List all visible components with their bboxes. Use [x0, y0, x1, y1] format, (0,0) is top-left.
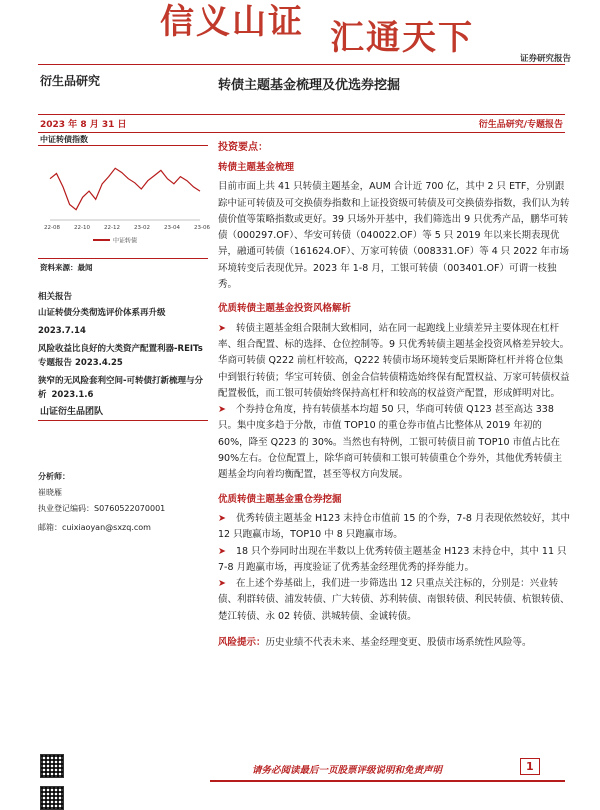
- qr-code-icon: [40, 754, 64, 778]
- arrow-bullet-icon: ➤: [218, 578, 226, 590]
- bullet-text: 个券持仓角度，持有转债基本均超 50 只，华商可转债 Q123 甚至高达 338 只。集中度多趋于分散，市值 TOP10 的重仓券市值占比整体从 2019 年初的 60%，降至 Q223 的 30%。当然也有特例，工银可转债目前 TOP10 市值占比在 90%左右。仓位配置上，除华商可转债和工银可转债重仓个券外，其他优秀转债主题基金均向着均衡配置，甚至等权方向发展。: [218, 404, 563, 481]
- bullet-item: [218, 511, 570, 544]
- related-item[interactable]: [38, 306, 208, 338]
- related-item[interactable]: [38, 342, 208, 370]
- analyst-name: 崔晓雁: [38, 488, 62, 497]
- team-name: 山证衍生品团队: [40, 407, 104, 417]
- page-title: 转债主题基金梳理及优选券挖掘: [218, 78, 401, 93]
- arrow-bullet-icon: ➤: [218, 545, 226, 557]
- x-tick-label: 23-04: [164, 225, 180, 231]
- page-number: 1: [520, 758, 540, 775]
- report-date: 2023 年 8 月 31 日: [40, 120, 127, 130]
- related-item-text[interactable]: 风险收益比良好的大类资产配置利器-REITs 专题报告: [38, 344, 203, 368]
- convertible-bond-index-chart: [38, 148, 208, 258]
- bullet-text: 转债主题基金组合限制大致相同，站在同一起跑线上业绩差异主要体现在杠杆率、组合配置、标的选择、仓位控制等。9 只优秀转债主题基金投资风格差异较大。华商可转债 Q222 前杠杆较高，Q222 转债市场环境转变后果断降杠杆并将仓位集中到银行转债；华宝可转债、创金合信转债精选始终保有配置权益、万家可转债权益配置极低，而工银可转债始终保持高杠杆和较高的权益资产配置，形成鲜明对比。: [218, 322, 570, 399]
- arrow-bullet-icon: ➤: [218, 404, 226, 416]
- analyst-email[interactable]: 邮箱：cuixiaoyan@sxzq.com: [38, 523, 151, 532]
- team-rule: [38, 420, 208, 421]
- x-tick-label: 22-12: [104, 225, 120, 231]
- related-title: 相关报告: [38, 292, 73, 302]
- related-item-date: 2023.1.6: [51, 390, 94, 400]
- report-kind: 衍生品研究/专题报告: [478, 120, 563, 130]
- chart-source: 资料来源：最闻: [40, 263, 93, 272]
- section-title: 优质转债主题基金投资风格解析: [218, 303, 352, 315]
- bullet-item: [218, 402, 570, 483]
- risk-note: [218, 635, 570, 651]
- key-points-title: 投资要点：: [218, 142, 268, 153]
- chart-underline: [38, 145, 208, 146]
- arrow-bullet-icon: ➤: [218, 512, 226, 524]
- section-title: 转债主题基金梳理: [218, 162, 295, 173]
- section-body: 目前市面上共 41 只转债主题基金，AUM 合计近 700 亿，其中 2 只 ETF，分别跟踪中证可转债及可交换债券指数和上证投资级可转债及可交换债券指数，我们认为转债价值等策略指数或更好。39 只场外开基中，我们筛选出 9 只优秀产品，鹏华可转债（000297.OF）、华安可转债（040022.OF）等 5 只 2019 年以来长期表现优异，融通可转债（161624.OF）、万家可转债（008331.OF）等 4 只 2022 年市场环境转变后表现优异。2023 年 1-8 月，工银可转债（003401.OF）可谓一枝独秀。: [218, 181, 570, 291]
- related-item-text[interactable]: 狭窄的无风险套利空间-可转债打新梳理与分析: [38, 376, 204, 400]
- x-tick-label: 22-08: [44, 225, 60, 231]
- bullet-text: 18 只个券同时出现在半数以上优秀转债主题基金 H123 末持仓中，其中 11 只 7-8 月跑赢市场，再度验证了优秀基金经理优秀的择券能力。: [218, 545, 567, 573]
- analyst-label: 分析师：: [38, 472, 70, 481]
- category-label: 衍生品研究: [40, 74, 101, 88]
- risk-label: 风险提示：: [218, 637, 266, 649]
- section-title: 优质转债主题基金重仓券挖掘: [218, 493, 342, 505]
- arrow-bullet-icon: ➤: [218, 322, 226, 334]
- series-line: [50, 168, 200, 209]
- risk-body: 历史业绩不代表未来、基金经理变更、股债市场系统性风险等。: [265, 637, 532, 649]
- bullet-item: [218, 544, 570, 577]
- date-bar: [38, 114, 565, 133]
- bullet-item: [218, 321, 570, 402]
- report-type: 证券研究报告: [520, 54, 572, 64]
- chart-source-line: [38, 258, 208, 259]
- related-item[interactable]: [38, 374, 208, 402]
- x-tick-label: 22-10: [74, 225, 90, 231]
- related-item-date: 2023.4.25: [74, 358, 123, 368]
- footer-bar: [210, 758, 565, 782]
- main-content: [218, 160, 570, 651]
- bullet-text: 优秀转债主题基金 H123 末持仓市值前 15 的个券，7-8 月表现依然较好，其中 12 只跑赢市场，TOP10 中 8 只跑赢市场。: [218, 512, 570, 541]
- legend-label: 中证转债: [113, 237, 138, 245]
- x-tick-label: 23-02: [134, 225, 150, 231]
- related-item-date: 2023.7.14: [38, 326, 86, 336]
- bullet-text: 在上述个券基础上，我们进一步筛选出 12 只重点关注标的，分别是：兴业转债、利群转债、浦发转债、广大转债、苏利转债、南银转债、利民转债、杭银转债、楚江转债、永 02 转债、洪城转债、金诚转债。: [218, 578, 570, 622]
- related-reports: [38, 290, 208, 402]
- analyst-info: [38, 470, 208, 534]
- qr-code-icon: [40, 786, 64, 810]
- slogan-left: 信义山证: [160, 2, 304, 42]
- x-tick-label: 23-06: [194, 225, 210, 231]
- slogan-right: 汇通天下: [330, 18, 474, 58]
- chart-title: 中证转债指数: [40, 135, 88, 144]
- related-item-text[interactable]: 山证转债分类彻选评价体系再升级: [38, 308, 166, 318]
- footer-disclaimer: 请务必阅读最后一页股票评级说明和免责声明: [252, 765, 443, 776]
- analyst-license: 执业登记编码：S0760522070001: [38, 504, 166, 513]
- bullet-item: [218, 576, 570, 625]
